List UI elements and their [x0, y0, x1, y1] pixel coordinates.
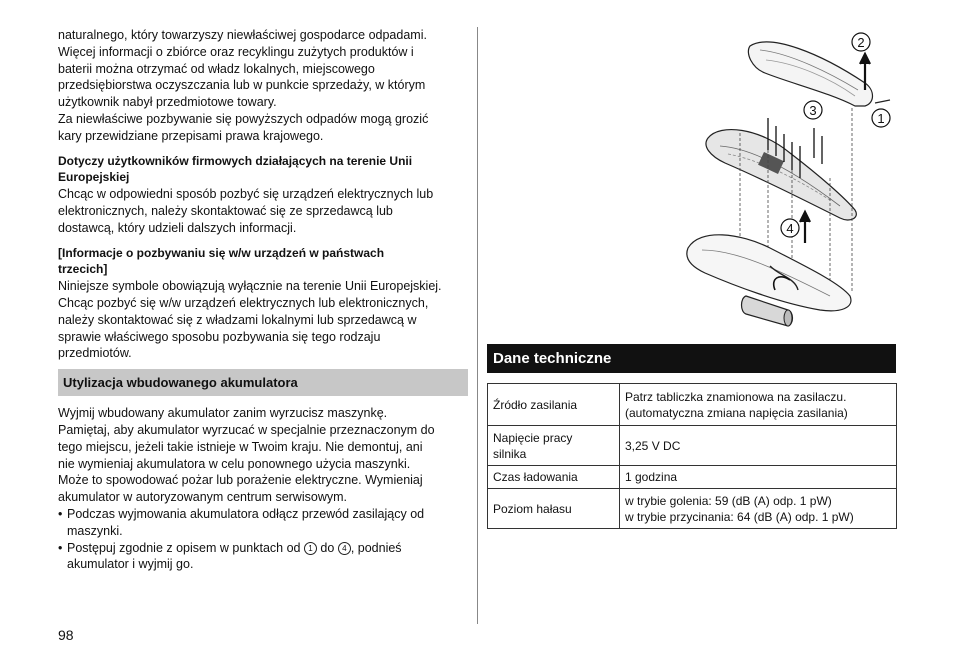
cell-line: silnika [493, 446, 527, 461]
row-label [488, 384, 620, 426]
business-heading [58, 153, 468, 187]
left-column [58, 27, 468, 573]
row-label [488, 489, 620, 529]
step-label-4 [781, 219, 799, 237]
text-line: akumulator i wyjmij go. [67, 557, 194, 572]
text-line: sprawie właściwego sposobu pozbywania się tego rodzaju [58, 329, 381, 344]
table-row [488, 466, 897, 489]
text-line: dostawcą, który udzieli dalszych informacji. [58, 220, 297, 235]
cell-line: Poziom hałasu [493, 501, 572, 516]
text-line: tego miejscu, jeżeli takie istnieje w Twoim kraju. Nie demontuj, ani [58, 439, 423, 454]
row-value [620, 384, 897, 426]
cell-line: Patrz tabliczka znamionowa na zasilaczu. [625, 389, 847, 404]
heading-line: Dotyczy użytkowników firmowych działających na terenie Unii [58, 153, 413, 168]
text-fragment: do [316, 540, 338, 555]
text-line: • Podczas wyjmowania akumulatora odłącz przewód zasilający od [67, 506, 425, 521]
text-line: Pamiętaj, aby akumulator wyrzucać w specjalnie przeznaczonym do [58, 422, 435, 437]
step-from-badge: 1 [304, 542, 317, 555]
step-number: 4 [786, 221, 794, 236]
step-label-2 [852, 33, 870, 51]
step-label-3 [804, 101, 822, 119]
cell-line: (automatyczna zmiana napięcia zasilania) [625, 405, 848, 420]
text-line: użytkownik nabył przedmiotowe towary. [58, 95, 277, 110]
shaver-body-icon [706, 130, 856, 220]
table-row [488, 384, 897, 426]
row-label [488, 466, 620, 489]
cell-line: Źródło zasilania [493, 397, 578, 412]
text-line: Chcąc pozbyć się w/w urządzeń elektrycznych lub elektronicznych, [58, 295, 429, 310]
shaver-cover-icon [748, 42, 872, 106]
tech-section-title: Dane techniczne [487, 344, 896, 373]
cell-line: 1 godzina [625, 470, 678, 484]
text-line: nie wymieniaj akumulatora w celu ponownego użycia maszynki. [58, 456, 411, 471]
disassembly-illustration [680, 28, 900, 328]
text-line: Więcej informacji o zbiórce oraz recyklingu zużytych produktów i [58, 44, 414, 59]
table-row [488, 489, 897, 529]
row-label [488, 426, 620, 466]
intro-paragraph [58, 27, 468, 145]
tech-specs-table [487, 383, 897, 529]
battery-section-title: Utylizacja wbudowanego akumulatora [58, 369, 468, 396]
text-line: Za niewłaściwe pozbywanie się powyższych odpadów mogą grozić [58, 111, 429, 126]
text-line [67, 540, 468, 557]
text-line: Wyjmij wbudowany akumulator zanim wyrzucisz maszynkę. [58, 406, 388, 421]
bullet-steps [58, 540, 468, 574]
heading-line: Europejskiej [58, 170, 130, 185]
text-line: przedmiotów. [58, 346, 132, 361]
page-number: 98 [58, 627, 74, 643]
text-line: elektronicznych, należy skontaktować się ze sprzedawcą lub [58, 203, 393, 218]
cell-line: Czas ładowania [493, 470, 578, 484]
third-countries-paragraph [58, 278, 468, 362]
row-value [620, 466, 897, 489]
step-number: 3 [809, 103, 817, 118]
text-line: Chcąc w odpowiedni sposób pozbyć się urządzeń elektrycznych lub [58, 187, 434, 202]
text-line: przedsiębiorstwa oczyszczania lub w punkcie sprzedaży, w którym [58, 78, 426, 93]
business-paragraph [58, 186, 468, 236]
row-value [620, 489, 897, 529]
text-line: Niniejsze symbole obowiązują wyłącznie na terenie Unii Europejskiej. [58, 279, 442, 294]
text-line: należy skontaktować się z władzami lokalnymi lub sprzedawcą w [58, 312, 417, 327]
third-countries-heading [58, 245, 468, 279]
text-line: naturalnego, który towarzyszy niewłaściwej gospodarce odpadami. [58, 28, 427, 42]
text-line: baterii można otrzymać od władz lokalnych, miejscowego [58, 61, 375, 76]
step-to-badge: 4 [338, 542, 351, 555]
table-row [488, 426, 897, 466]
step-label-1 [872, 109, 890, 127]
cell-line: w trybie golenia: 59 (dB (A) odp. 1 pW) [625, 493, 832, 508]
cell-line: 3,25 V DC [625, 438, 681, 453]
text-fragment: , podnieś [350, 540, 402, 555]
shaver-case-icon [687, 235, 851, 311]
heading-line: [Informacje o pozbywaniu się w/w urządzeń w państwach [58, 245, 385, 260]
text-line: maszynki. [67, 523, 123, 538]
text-line: kary przewidziane przepisami prawa krajowego. [58, 128, 324, 143]
bullet-unplug [58, 506, 468, 540]
heading-line: trzecich] [58, 262, 108, 277]
cell-line: w trybie przycinania: 64 (dB (A) odp. 1 pW) [625, 509, 854, 524]
column-divider [477, 27, 478, 624]
step-number: 2 [857, 35, 865, 50]
text-fragment: Postępuj zgodnie z opisem w punktach od [67, 540, 304, 555]
cell-line: Napięcie pracy [493, 430, 573, 445]
row-value [620, 426, 897, 466]
text-line: Może to spowodować pożar lub porażenie elektryczne. Wymieniaj [58, 473, 423, 488]
step-number: 1 [877, 111, 885, 126]
battery-paragraph [58, 405, 468, 506]
text-line: akumulator w autoryzowanym centrum serwisowym. [58, 490, 347, 505]
